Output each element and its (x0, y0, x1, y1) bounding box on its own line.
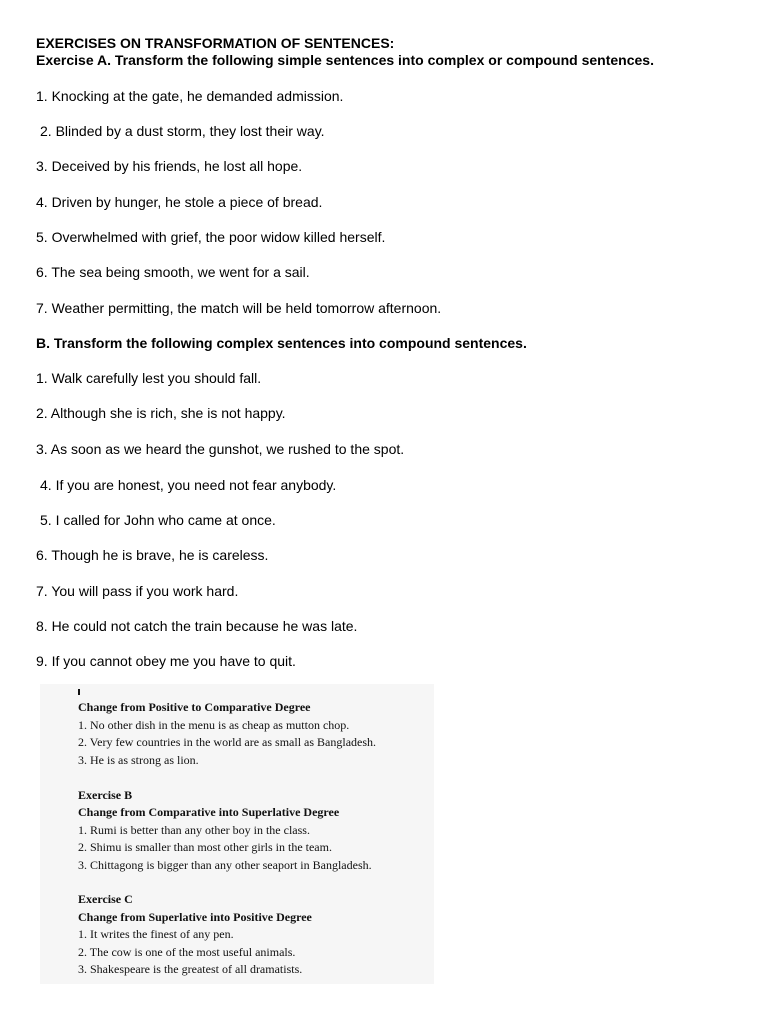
exercise-a-item: 6. The sea being smooth, we went for a sail. (36, 264, 310, 280)
part3-heading: Change from Superlative into Positive Degree (78, 910, 312, 924)
exercise-b-item: 5. I called for John who came at once. (40, 512, 276, 528)
exercise-a-item: 5. Overwhelmed with grief, the poor widow killed herself. (36, 229, 386, 245)
part2-label: Exercise B (78, 788, 133, 802)
part2-item: 3. Chittagong is bigger than any other seaport in Bangladesh. (78, 858, 372, 872)
exercise-a-item: 2. Blinded by a dust storm, they lost their way. (40, 123, 325, 139)
part3-label: Exercise C (78, 892, 133, 906)
part1-item: 2. Very few countries in the world are as small as Bangladesh. (78, 735, 377, 749)
part3-item: 3. Shakespeare is the greatest of all dramatists. (78, 962, 303, 976)
exercise-a-item: 1. Knocking at the gate, he demanded admission. (36, 88, 344, 104)
part1-item: 1. No other dish in the menu is as cheap as mutton chop. (78, 718, 350, 732)
part3-item: 2. The cow is one of the most useful animals. (78, 945, 296, 959)
exercise-b-item: 1. Walk carefully lest you should fall. (36, 370, 262, 386)
exercise-b-item: 9. If you cannot obey me you have to quit. (36, 653, 296, 669)
exercise-a-item: 3. Deceived by his friends, he lost all hope. (36, 158, 303, 174)
exercise-a-item: 7. Weather permitting, the match will be held tomorrow afternoon. (36, 300, 442, 316)
exercise-b-item: 8. He could not catch the train because he was late. (36, 618, 358, 634)
part1-heading: Change from Positive to Comparative Degree (78, 700, 311, 714)
part3-item: 1. It writes the finest of any pen. (78, 927, 234, 941)
page-title: EXERCISES ON TRANSFORMATION OF SENTENCES: (36, 35, 395, 51)
part2-heading: Change from Comparative into Superlative Degree (78, 805, 340, 819)
exercise-b-item: 4. If you are honest, you need not fear anybody. (40, 477, 337, 493)
part2-item: 1. Rumi is better than any other boy in the class. (78, 823, 310, 837)
exercise-b-item: 2. Although she is rich, she is not happy. (36, 405, 286, 421)
part1-item: 3. He is as strong as lion. (78, 753, 199, 767)
exercise-a-item: 4. Driven by hunger, he stole a piece of bread. (36, 194, 323, 210)
part2-item: 2. Shimu is smaller than most other girls in the team. (78, 840, 332, 854)
scanned-excerpt (40, 684, 434, 984)
exercise-b-item: 7. You will pass if you work hard. (36, 583, 239, 599)
exercise-a-heading: Exercise A. Transform the following simple sentences into complex or compound sentences. (36, 52, 654, 68)
exercise-b-heading: B. Transform the following complex sentences into compound sentences. (36, 335, 527, 351)
exercise-b-item: 3. As soon as we heard the gunshot, we rushed to the spot. (36, 441, 405, 457)
scan-mark (78, 689, 80, 695)
exercise-b-item: 6. Though he is brave, he is careless. (36, 547, 269, 563)
